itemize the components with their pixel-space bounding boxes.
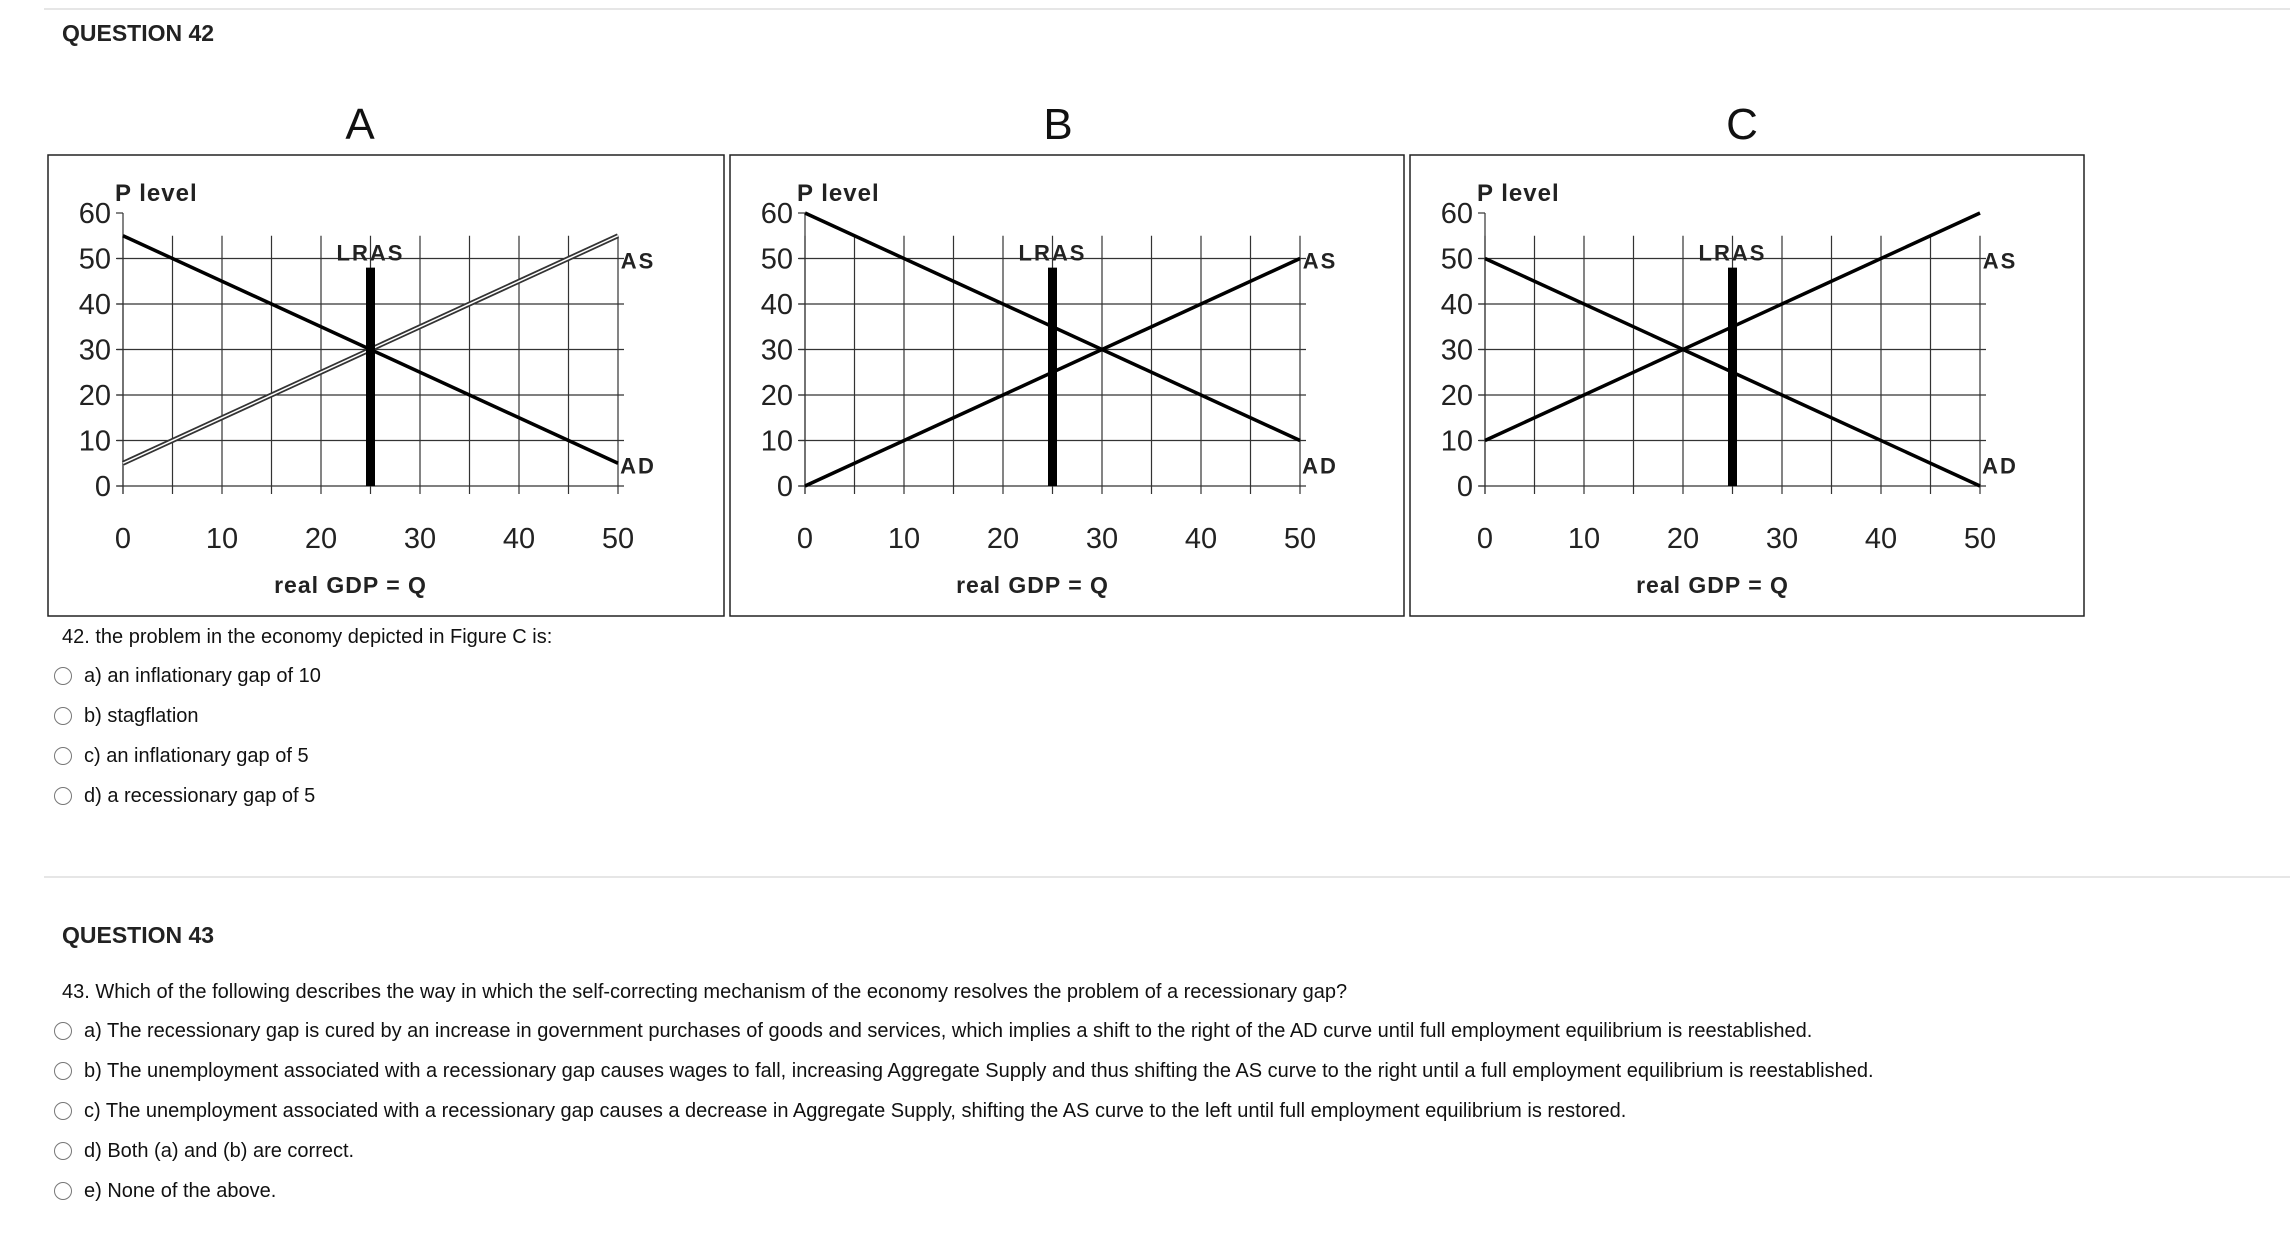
- q43-option-c-label: c) The unemployment associated with a recessionary gap causes a decrease in Aggregate Supply, shifting the AS curve to the left until full employment equilibrium is restored.: [84, 1099, 1627, 1122]
- x-tick-label: 30: [403, 523, 437, 555]
- q42-option-d[interactable]: [54, 781, 315, 811]
- y-tick-label: 40: [78, 289, 111, 321]
- figure-b-chart: [730, 155, 1404, 616]
- radio-button[interactable]: [54, 1142, 72, 1160]
- q43-option-b[interactable]: [54, 1056, 1874, 1086]
- radio-button[interactable]: [54, 747, 72, 765]
- y-tick-label: 30: [760, 334, 793, 367]
- q43-option-a-label: a) The recessionary gap is cured by an increase in government purchases of goods and services, which implies a shift to the right of the AD curve until full employment equilibrium is reestablished.: [84, 1019, 1813, 1042]
- q42-option-c-label: c) an inflationary gap of 5: [84, 744, 309, 767]
- y-tick-label: 0: [776, 471, 793, 503]
- lras-label: LRAS: [1698, 240, 1767, 266]
- q43-option-d[interactable]: [54, 1136, 354, 1166]
- x-tick-label: 10: [205, 523, 239, 555]
- figure-c-letter: C: [1726, 100, 1758, 149]
- figure-c-chart: [1410, 155, 2084, 616]
- q43-option-b-label: b) The unemployment associated with a recessionary gap causes wages to fall, increasing Aggregate Supply and thus shifting the AS curve to the right until a full employment equilibrium is reestablished.: [84, 1059, 1874, 1082]
- radio-button[interactable]: [54, 1182, 72, 1200]
- x-tick-label: 40: [1184, 523, 1218, 555]
- y-tick-label: 20: [78, 380, 111, 412]
- y-tick-label: 20: [760, 380, 793, 412]
- q43-option-a[interactable]: [54, 1016, 1812, 1046]
- y-tick-label: 30: [78, 334, 111, 367]
- x-tick-label: 0: [796, 523, 814, 555]
- x-tick-label: 10: [887, 523, 921, 555]
- y-tick-label: 60: [1440, 198, 1473, 230]
- lras-label: LRAS: [1018, 240, 1087, 266]
- x-tick-label: 50: [601, 523, 635, 555]
- as-label: AS: [620, 248, 656, 274]
- q42-option-c[interactable]: [54, 741, 309, 771]
- y-tick-label: 10: [1440, 425, 1473, 458]
- y-tick-label: 40: [760, 289, 793, 321]
- x-tick-label: 0: [1476, 523, 1494, 555]
- q43-option-e-label: e) None of the above.: [84, 1179, 277, 1202]
- x-tick-label: 20: [304, 523, 338, 555]
- y-tick-label: 60: [760, 198, 793, 230]
- y-tick-label: 30: [1440, 334, 1473, 367]
- figure-b-letter: B: [1043, 100, 1073, 149]
- question-42-title: QUESTION 42: [62, 20, 215, 46]
- lras-label: LRAS: [336, 240, 405, 266]
- ad-label: AD: [1982, 453, 2018, 479]
- y-tick-label: 40: [1440, 289, 1473, 321]
- y-tick-label: 50: [760, 243, 793, 276]
- as-label: AS: [1302, 248, 1338, 274]
- question-43-text: 43. Which of the following describes the way in which the self-correcting mechanism of the economy resolves the problem of a recessionary gap?: [62, 981, 1348, 1003]
- question-42-text: 42. the problem in the economy depicted in Figure C is:: [62, 626, 553, 648]
- y-tick-label: 60: [78, 198, 111, 230]
- y-axis-title: P level: [1477, 180, 1560, 207]
- figure-a-letter: A: [345, 100, 375, 149]
- figure-a-chart: [48, 155, 724, 616]
- x-tick-label: 40: [502, 523, 536, 555]
- q42-option-a[interactable]: [54, 661, 321, 691]
- radio-button[interactable]: [54, 1062, 72, 1080]
- y-tick-label: 10: [760, 425, 793, 458]
- x-tick-label: 10: [1567, 523, 1601, 555]
- radio-button[interactable]: [54, 667, 72, 685]
- q42-option-a-label: a) an inflationary gap of 10: [84, 664, 321, 687]
- y-axis-title: P level: [797, 180, 880, 207]
- ad-label: AD: [1302, 453, 1338, 479]
- x-tick-label: 0: [114, 523, 132, 555]
- y-axis-title: P level: [115, 180, 198, 207]
- question-43-title: QUESTION 43: [62, 922, 215, 948]
- q42-option-b[interactable]: [54, 701, 199, 731]
- x-tick-label: 50: [1283, 523, 1317, 555]
- y-tick-label: 0: [1456, 471, 1473, 503]
- q42-option-d-label: d) a recessionary gap of 5: [84, 784, 316, 807]
- x-tick-label: 30: [1765, 523, 1799, 555]
- q43-option-d-label: d) Both (a) and (b) are correct.: [84, 1139, 355, 1162]
- y-tick-label: 50: [78, 243, 111, 276]
- x-tick-label: 40: [1864, 523, 1898, 555]
- x-axis-title: real GDP = Q: [274, 572, 427, 598]
- q43-option-c[interactable]: [54, 1096, 1626, 1126]
- radio-button[interactable]: [54, 1022, 72, 1040]
- ad-label: AD: [620, 453, 656, 479]
- x-tick-label: 20: [1666, 523, 1700, 555]
- q43-option-e[interactable]: [54, 1176, 276, 1206]
- y-tick-label: 0: [94, 471, 111, 503]
- x-tick-label: 20: [986, 523, 1020, 555]
- x-axis-title: real GDP = Q: [1636, 572, 1789, 598]
- q42-option-b-label: b) stagflation: [84, 704, 199, 727]
- as-label: AS: [1982, 248, 2018, 274]
- question-divider: [44, 876, 2290, 878]
- x-axis-title: real GDP = Q: [956, 572, 1109, 598]
- y-tick-label: 20: [1440, 380, 1473, 412]
- x-tick-label: 30: [1085, 523, 1119, 555]
- radio-button[interactable]: [54, 707, 72, 725]
- radio-button[interactable]: [54, 787, 72, 805]
- y-tick-label: 10: [78, 425, 111, 458]
- x-tick-label: 50: [1963, 523, 1997, 555]
- y-tick-label: 50: [1440, 243, 1473, 276]
- radio-button[interactable]: [54, 1102, 72, 1120]
